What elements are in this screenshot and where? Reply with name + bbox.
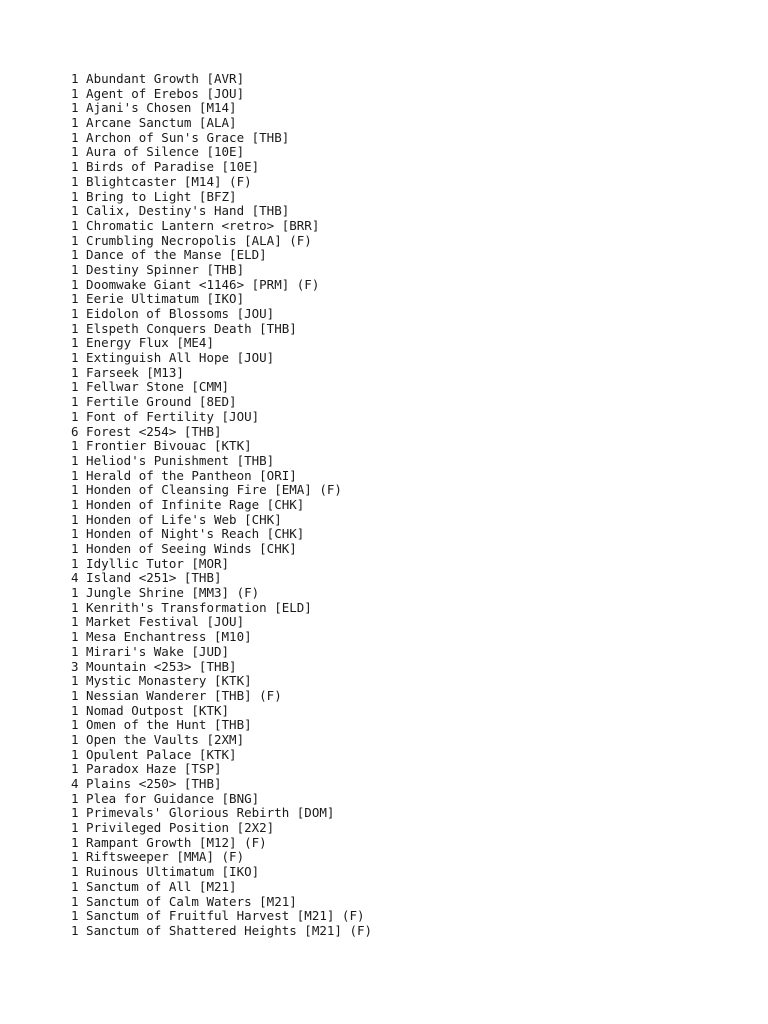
deck-list-line: 1 Honden of Infinite Rage [CHK] [71, 496, 305, 512]
deck-list-line: 1 Font of Fertility [JOU] [71, 408, 260, 424]
deck-list-line: 1 Kenrith's Transformation [ELD] [71, 599, 312, 615]
deck-list-line: 1 Mesa Enchantress [M10] [71, 629, 252, 645]
deck-list-line: 1 Market Festival [JOU] [71, 614, 245, 630]
deck-list-line: 1 Chromatic Lantern <retro> [BRR] [71, 217, 320, 233]
deck-list-line: 1 Mystic Monastery [KTK] [71, 673, 252, 689]
deck-list [71, 72, 751, 939]
deck-list-line: 1 Rampant Growth [M12] (F) [71, 834, 267, 850]
deck-list-line: 1 Honden of Seeing Winds [CHK] [71, 541, 297, 556]
deck-list-line: 1 Farseek [M13] [71, 364, 184, 380]
deck-list-line: 1 Honden of Cleansing Fire [EMA] (F) [71, 482, 342, 498]
deck-list-line: 1 Nessian Wanderer [THB] (F) [71, 687, 282, 703]
deck-list-line: 1 Dance of the Manse [ELD] [71, 247, 267, 263]
deck-list-line: 1 Riftsweeper [MMA] (F) [71, 849, 245, 865]
deck-list-line: 6 Forest <254> [THB] [71, 423, 222, 439]
deck-list-line: 1 Paradox Haze [TSP] [71, 761, 222, 777]
deck-list-line: 1 Omen of the Hunt [THB] [71, 717, 252, 733]
deck-list-line: 1 Idyllic Tutor [MOR] [71, 555, 230, 571]
deck-list-line: 1 Agent of Erebos [JOU] [71, 85, 245, 101]
deck-list-line: 1 Blightcaster [M14] (F) [71, 173, 252, 189]
deck-list-line: 1 Energy Flux [ME4] [71, 335, 214, 351]
deck-list-line: 1 Crumbling Necropolis [ALA] (F) [71, 232, 312, 248]
deck-list-line: 1 Honden of Life's Web [CHK] [71, 511, 282, 527]
deck-list-line: 4 Plains <250> [THB] [71, 776, 222, 791]
deck-list-line: 1 Primevals' Glorious Rebirth [DOM] [71, 805, 335, 821]
deck-list-line: 1 Doomwake Giant <1146> [PRM] (F) [71, 276, 320, 292]
deck-list-line: 1 Frontier Bivouac [KTK] [71, 438, 252, 454]
deck-list-line: 1 Extinguish All Hope [JOU] [71, 350, 275, 366]
deck-list-line: 1 Sanctum of Fruitful Harvest [M21] (F) [71, 908, 365, 924]
deck-list-line: 3 Mountain <253> [THB] [71, 658, 237, 674]
deck-list-line: 1 Destiny Spinner [THB] [71, 261, 245, 277]
deck-list-line: 1 Aura of Silence [10E] [71, 144, 245, 160]
deck-list-line: 1 Bring to Light [BFZ] [71, 188, 237, 204]
deck-list-line: 1 Sanctum of All [M21] [71, 878, 237, 894]
deck-list-line: 1 Opulent Palace [KTK] [71, 746, 237, 762]
deck-list-line: 1 Arcane Sanctum [ALA] [71, 115, 237, 131]
deck-list-line: 1 Plea for Guidance [BNG] [71, 790, 260, 806]
deck-list-line: 1 Archon of Sun's Grace [THB] [71, 129, 290, 145]
deck-list-line: 1 Fellwar Stone [CMM] [71, 379, 230, 395]
deck-list-line: 1 Sanctum of Shattered Heights [M21] (F) [71, 922, 373, 938]
deck-list-line: 4 Island <251> [THB] [71, 570, 222, 586]
deck-list-line: 1 Calix, Destiny's Hand [THB] [71, 203, 290, 219]
deck-list-line: 1 Elspeth Conquers Death [THB] [71, 320, 297, 336]
deck-list-line: 1 Ajani's Chosen [M14] [71, 100, 237, 116]
deck-list-line: 1 Eidolon of Blossoms [JOU] [71, 306, 275, 321]
document-page [71, 72, 751, 939]
deck-list-line: 1 Abundant Growth [AVR] [71, 71, 245, 86]
deck-list-line: 1 Fertile Ground [8ED] [71, 394, 237, 410]
deck-list-line: 1 Privileged Position [2X2] [71, 820, 275, 836]
deck-list-line: 1 Eerie Ultimatum [IKO] [71, 291, 245, 307]
deck-list-line: 1 Herald of the Pantheon [ORI] [71, 467, 297, 483]
deck-list-line: 1 Mirari's Wake [JUD] [71, 643, 230, 659]
deck-list-line: 1 Birds of Paradise [10E] [71, 159, 260, 175]
deck-list-line: 1 Heliod's Punishment [THB] [71, 452, 275, 468]
deck-list-line: 1 Jungle Shrine [MM3] (F) [71, 585, 260, 601]
deck-list-line: 1 Open the Vaults [2XM] [71, 731, 245, 747]
deck-list-line: 1 Ruinous Ultimatum [IKO] [71, 864, 260, 880]
deck-list-line: 1 Sanctum of Calm Waters [M21] [71, 893, 297, 909]
deck-list-line: 1 Nomad Outpost [KTK] [71, 702, 230, 718]
deck-list-line: 1 Honden of Night's Reach [CHK] [71, 526, 305, 542]
